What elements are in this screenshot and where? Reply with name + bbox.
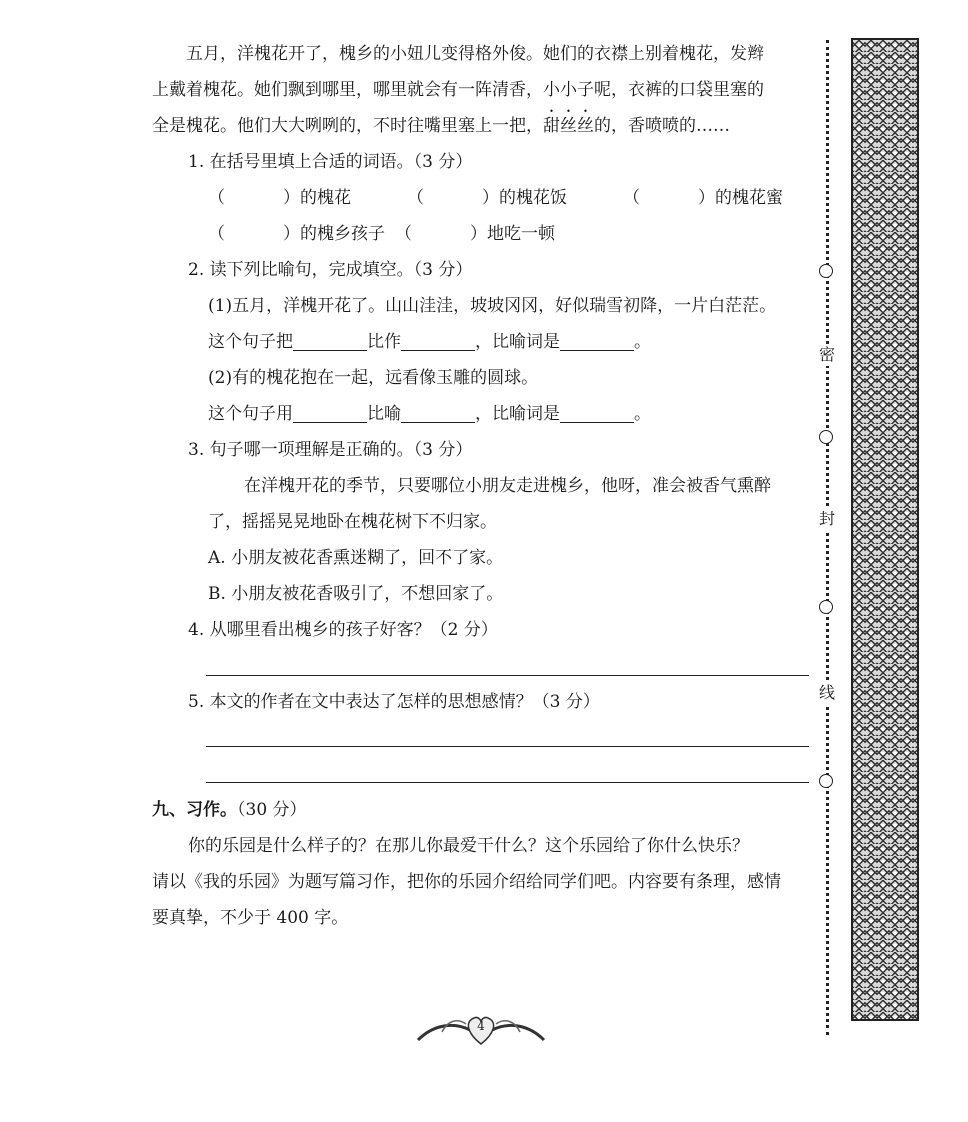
answer-blank[interactable] [401, 404, 475, 423]
section-9-line-2: 请以《我的乐园》为题写篇习作，把你的乐园介绍给同学们吧。内容要有条理，感情 [152, 872, 781, 892]
passage-line-2: 上戴着槐花。她们飘到哪里，哪里就会有一阵清香，小小子呢，衣裤的口袋里塞的 [152, 80, 764, 100]
question-1-row-2: （ ）的槐乡孩子 （ ）地吃一顿 [208, 224, 555, 244]
emphasis-char: 小 [543, 80, 560, 100]
answer-blank[interactable] [560, 332, 634, 351]
seal-char-feng: 封 [814, 508, 840, 530]
answer-line[interactable] [206, 675, 809, 676]
section-9-heading: 九、习作。（30 分） [152, 800, 307, 820]
question-2-fill-1: 这个句子把 比作 ，比喻词是 。 [208, 332, 651, 352]
passage-line-3: 全是槐花。他们大大咧咧的，不时往嘴里塞上一把，甜丝丝的，香喷喷的…… [152, 116, 730, 136]
passage-line-1: 五月，洋槐花开了，槐乡的小妞儿变得格外俊。她们的衣襟上别着槐花，发辫 [186, 44, 764, 64]
section-9-line-3: 要真挚，不少于 400 字。 [152, 908, 349, 928]
decorative-border-strip [851, 38, 919, 1021]
emphasis-char: 子 [577, 80, 594, 100]
answer-line[interactable] [206, 746, 809, 747]
question-3-quote-line-1: 在洋槐开花的季节，只要哪位小朋友走进槐乡，他呀，准会被香气熏醉 [244, 476, 771, 496]
seal-circle-icon [819, 774, 833, 788]
question-3-quote-line-2: 了，摇摇晃晃地卧在槐花树下不归家。 [208, 512, 497, 532]
question-2-title: 2. 读下列比喻句，完成填空。（3 分） [188, 260, 473, 280]
question-2-fill-2: 这个句子用 比喻 ，比喻词是 。 [208, 404, 651, 424]
question-2-sentence-1: (1)五月，洋槐开花了。山山洼洼，坡坡冈冈，好似瑞雪初降，一片白茫茫。 [208, 296, 777, 316]
question-2-sentence-2: (2)有的槐花抱在一起，远看像玉雕的圆球。 [208, 368, 539, 388]
seal-char-xian: 线 [814, 682, 840, 704]
question-3-option-a[interactable]: A. 小朋友被花香熏迷糊了，回不了家。 [208, 548, 504, 568]
section-9-line-1: 你的乐园是什么样子的？在那儿你最爱干什么？这个乐园给了你什么快乐？ [188, 836, 749, 856]
emphasis-char: 小 [560, 80, 577, 100]
seal-circle-icon [819, 430, 833, 444]
answer-blank[interactable] [401, 332, 475, 351]
answer-line[interactable] [206, 782, 809, 783]
question-1-title: 1. 在括号里填上合适的词语。（3 分） [188, 152, 473, 172]
seal-char-mi: 密 [814, 344, 840, 366]
answer-blank[interactable] [293, 404, 367, 423]
question-3-option-b[interactable]: B. 小朋友被花香吸引了，不想回家了。 [208, 584, 504, 604]
question-4-title: 4. 从哪里看出槐乡的孩子好客？（2 分） [188, 620, 498, 640]
question-1-row-1: （ ）的槐花 （ ）的槐花饭 （ ）的槐花蜜 [208, 188, 783, 208]
question-5-title: 5. 本文的作者在文中表达了怎样的思想感情？（3 分） [188, 692, 600, 712]
answer-blank[interactable] [560, 404, 634, 423]
seal-dotted-line [826, 40, 829, 1035]
seal-circle-icon [819, 600, 833, 614]
answer-blank[interactable] [293, 332, 367, 351]
question-3-title: 3. 句子哪一项理解是正确的。（3 分） [188, 440, 473, 460]
seal-circle-icon [819, 264, 833, 278]
page-number: 4 [477, 1019, 485, 1033]
